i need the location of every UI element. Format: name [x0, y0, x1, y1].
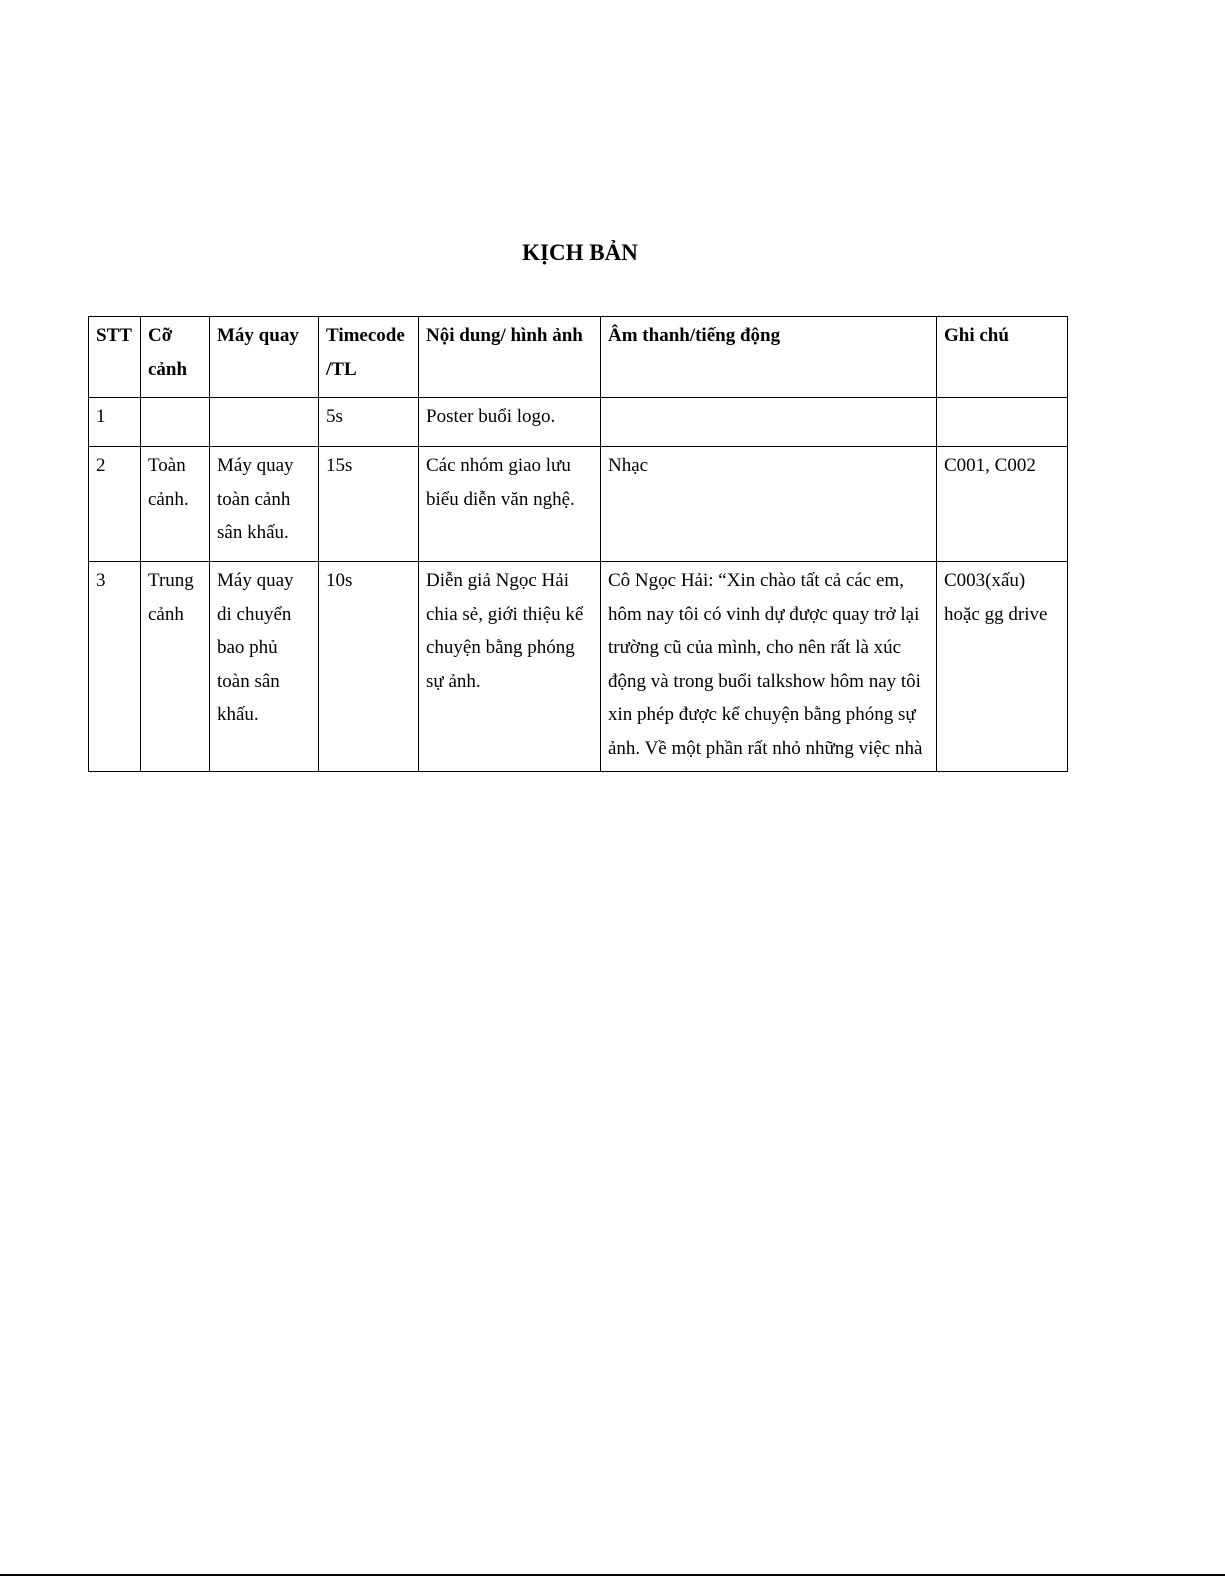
header-co-canh: Cỡ cảnh [141, 317, 210, 398]
table-row [89, 447, 1068, 562]
cell-am-thanh [601, 398, 937, 447]
cell-timecode: 10s [319, 562, 419, 772]
table-row [89, 562, 1068, 772]
cell-stt: 1 [89, 398, 141, 447]
cell-co-canh: Trung cảnh [141, 562, 210, 772]
cell-noi-dung: Diễn giả Ngọc Hải chia sẻ, giới thiệu kể chuyện bằng phóng sự ảnh. [419, 562, 601, 772]
page-title: KỊCH BẢN [522, 240, 638, 265]
cell-may-quay: Máy quay toàn cảnh sân khấu. [210, 447, 319, 562]
page-bottom-rule [0, 1574, 1225, 1576]
cell-co-canh: Toàn cảnh. [141, 447, 210, 562]
cell-timecode: 5s [319, 398, 419, 447]
cell-ghi-chu [937, 398, 1068, 447]
header-am-thanh: Âm thanh/tiếng động [601, 317, 937, 398]
table-row [89, 398, 1068, 447]
header-noi-dung: Nội dung/ hình ảnh [419, 317, 601, 398]
cell-noi-dung: Các nhóm giao lưu biểu diễn văn nghệ. [419, 447, 601, 562]
cell-stt: 3 [89, 562, 141, 772]
cell-co-canh [141, 398, 210, 447]
cell-noi-dung: Poster buổi logo. [419, 398, 601, 447]
cell-ghi-chu: C001, C002 [937, 447, 1068, 562]
cell-may-quay: Máy quay di chuyển bao phủ toàn sân khấu. [210, 562, 319, 772]
table-header-row [89, 317, 1068, 398]
cell-timecode: 15s [319, 447, 419, 562]
header-stt: STT [89, 317, 141, 398]
header-may-quay: Máy quay [210, 317, 319, 398]
cell-may-quay [210, 398, 319, 447]
cell-ghi-chu: C003(xấu) hoặc gg drive [937, 562, 1068, 772]
header-ghi-chu: Ghi chú [937, 317, 1068, 398]
header-timecode: Timecode /TL [319, 317, 419, 398]
cell-am-thanh: Cô Ngọc Hải: “Xin chào tất cả các em, hôm nay tôi có vinh dự được quay trở lại trường cũ của mình, cho nên rất là xúc động và trong buổi talkshow hôm nay tôi xin phép được kể chuyện bằng phóng sự ảnh. Về một phần rất nhỏ những việc nhà [601, 562, 937, 772]
script-table [88, 316, 1068, 772]
cell-am-thanh: Nhạc [601, 447, 937, 562]
cell-stt: 2 [89, 447, 141, 562]
